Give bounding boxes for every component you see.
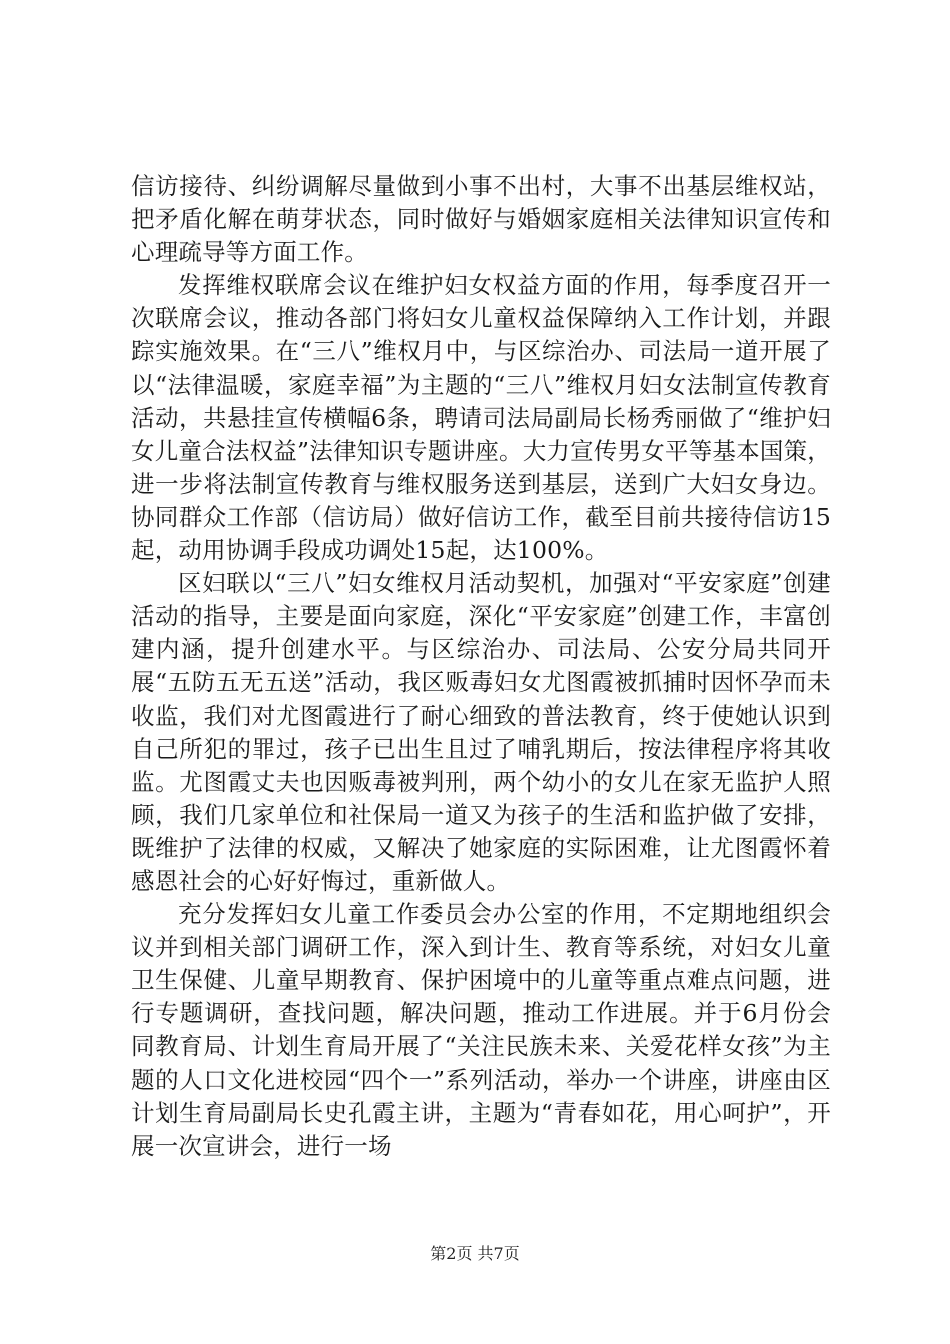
paragraph-4: 充分发挥妇女儿童工作委员会办公室的作用，不定期地组织会议并到相关部门调研工作，深入到计生、教育等系统，对妇女儿童卫生保健、儿童早期教育、保护困境中的儿童等重点难点问题，进行专题调研，查找问题，解决问题，推动工作进展。并于6月份会同教育局、计划生育局开展了“关注民族未来、关爱花样女孩”为主题的人口文化进校园“四个一”系列活动，举办一个讲座，讲座由区计划生育局副局长史孔霞主讲，主题为“青春如花，用心呵护”，开展一次宣讲会，进行一场	[131, 900, 831, 1160]
body-text	[131, 170, 831, 1163]
paragraph-1: 信访接待、纠纷调解尽量做到小事不出村，大事不出基层维权站，把矛盾化解在萌芽状态，同时做好与婚姻家庭相关法律知识宣传和心理疏导等方面工作。	[131, 172, 831, 267]
page-number-footer: 第2页 共7页	[430, 1244, 520, 1263]
paragraph-2: 发挥维权联席会议在维护妇女权益方面的作用，每季度召开一次联席会议，推动各部门将妇女儿童权益保障纳入工作计划，并跟踪实施效果。在“三八”维权月中，与区综治办、司法局一道开展了以“法律温暖，家庭幸福”为主题的“三八”维权月妇女法制宣传教育活动，共悬挂宣传横幅6条，聘请司法局副局长杨秀丽做了“维护妇女儿童合法权益”法律知识专题讲座。大力宣传男女平等基本国策，进一步将法制宣传教育与维权服务送到基层，送到广大妇女身边。协同群众工作部（信访局）做好信访工作，截至目前共接待信访15起，动用协调手段成功调处15起，达100%。	[131, 271, 831, 565]
paragraph-3: 区妇联以“三八”妇女维权月活动契机，加强对“平安家庭”创建活动的指导，主要是面向家庭，深化“平安家庭”创建工作，丰富创建内涵，提升创建水平。与区综治办、司法局、公安分局共同开展“五防五无五送”活动，我区贩毒妇女尤图霞被抓捕时因怀孕而未收监，我们对尤图霞进行了耐心细致的普法教育，终于使她认识到自己所犯的罪过，孩子已出生且过了哺乳期后，按法律程序将其收监。尤图霞丈夫也因贩毒被判刑，两个幼小的女儿在家无监护人照顾，我们几家单位和社保局一道又为孩子的生活和监护做了安排，既维护了法律的权威，又解决了她家庭的实际困难，让尤图霞怀着感恩社会的心好好悔过，重新做人。	[131, 569, 831, 895]
